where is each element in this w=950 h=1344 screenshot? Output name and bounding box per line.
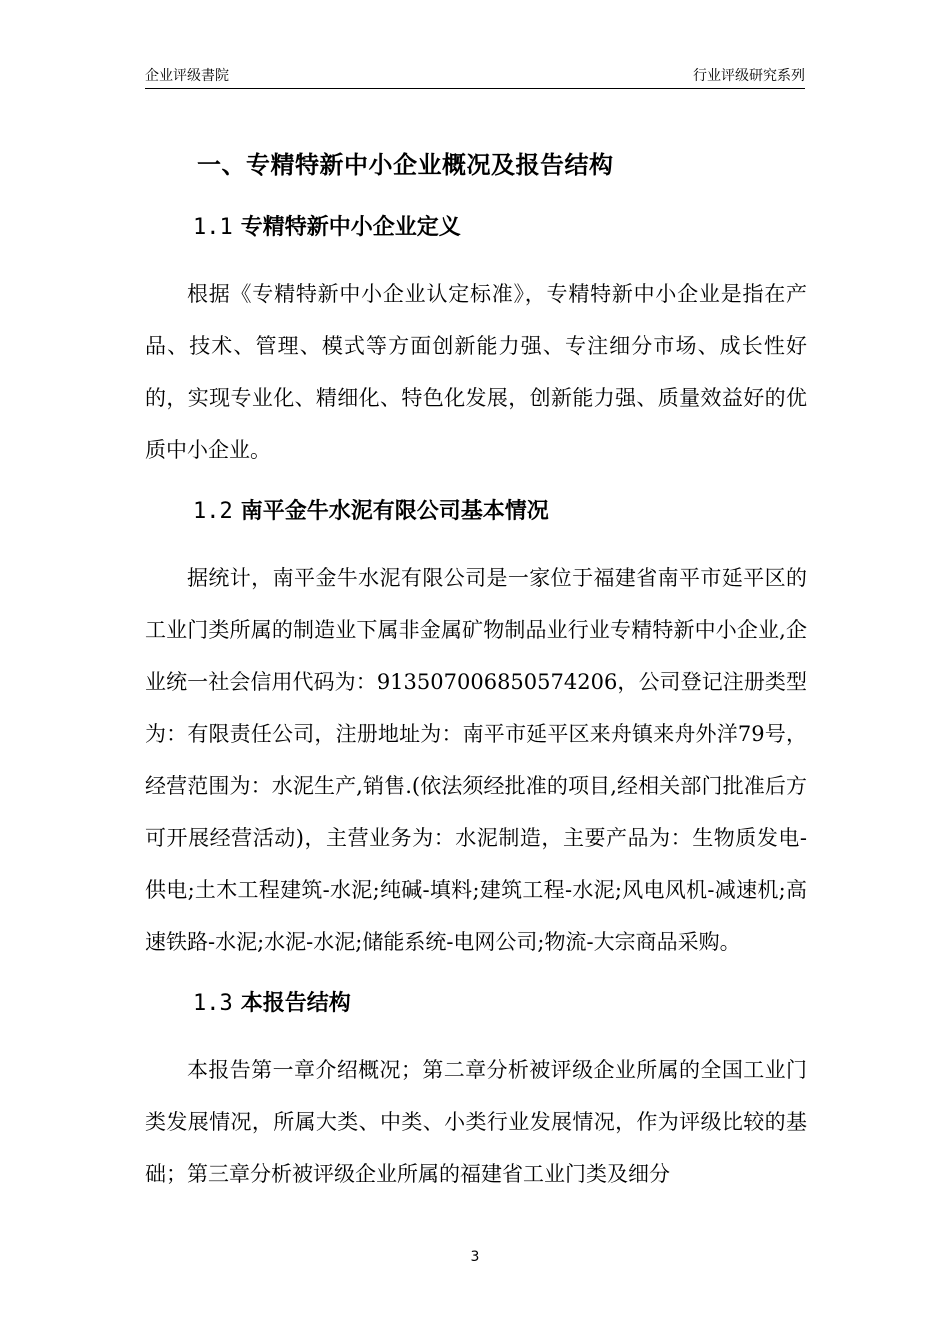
section-paragraph-1-2: 据统计，南平金牛水泥有限公司是一家位于福建省南平市延平区的工业门类所属的制造业下属非金属矿物制品业行业专精特新中小企业,企业统一社会信用代码为：913507006850574206，公司登记注册类型为：有限责任公司，注册地址为：南平市延平区来舟镇来舟外洋79号，经营范围为：水泥生产,销售.(依法须经批准的项目,经相关部门批准后方可开展经营活动)，主营业务为：水泥制造，主要产品为：生物质发电-供电;土木工程建筑-水泥;纯碱-填料;建筑工程-水泥;风电风机-减速机;高速铁路-水泥;水泥-水泥;储能系统-电网公司;物流-大宗商品采购。	[145, 566, 807, 954]
section-number: 1.1	[193, 215, 233, 240]
page-number: 3	[470, 1249, 480, 1265]
section-heading-1-2	[193, 496, 807, 528]
section-title: 本报告结构	[240, 991, 351, 1016]
section-number: 1.2	[193, 499, 233, 524]
section-title: 南平金牛水泥有限公司基本情况	[240, 499, 549, 524]
section-title: 专精特新中小企业定义	[240, 215, 461, 240]
section-paragraph-1-1: 根据《专精特新中小企业认定标准》，专精特新中小企业是指在产品、技术、管理、模式等方面创新能力强、专注细分市场、成长性好的，实现专业化、精细化、特色化发展，创新能力强、质量效益好的优质中小企业。	[145, 282, 807, 462]
chapter-title: 一、专精特新中小企业概况及报告结构	[197, 151, 614, 179]
header-left-text: 企业评级書院	[145, 68, 229, 84]
section-paragraph-1-3: 本报告第一章介绍概况；第二章分析被评级企业所属的全国工业门类发展情况，所属大类、中类、小类行业发展情况，作为评级比较的基础；第三章分析被评级企业所属的福建省工业门类及细分	[145, 1058, 807, 1186]
header-right-text: 行业评级研究系列	[693, 68, 805, 84]
section-number: 1.3	[193, 991, 233, 1016]
page-content	[145, 138, 807, 1200]
section-heading-1-1	[193, 212, 807, 244]
section-heading-1-3	[193, 988, 807, 1020]
page-header	[145, 66, 805, 89]
